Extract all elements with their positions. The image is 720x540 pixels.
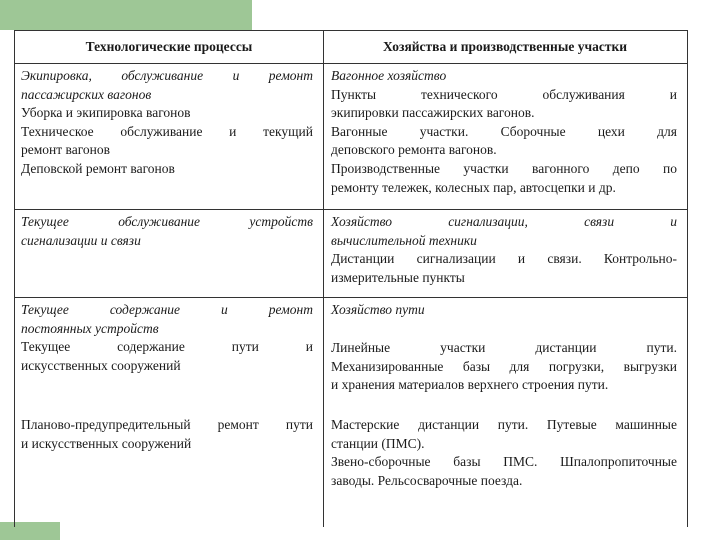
cell-facility: [331, 416, 677, 490]
facility-line: Механизированные базы для погрузки, выгрузки: [331, 358, 677, 374]
process-line: Планово-предупредительный ремонт пути: [21, 417, 313, 432]
process-line: Техническое обслуживание и текущий: [21, 123, 313, 139]
process-line: Текущее содержание пути и: [21, 339, 313, 355]
process-line: и искусственных сооружений: [21, 435, 192, 451]
table-header-row: [15, 31, 687, 64]
table-row: [15, 209, 687, 298]
facility-line: ремонту тележек, колесных пар, автосцепки и др.: [331, 179, 616, 195]
facility-line: деповского ремонта вагонов.: [331, 142, 497, 158]
process-line: искусственных сооружений: [21, 357, 181, 373]
process-heading-line: постоянных устройств: [21, 320, 159, 336]
process-heading-line: Экипировка, обслуживание и ремонт: [21, 68, 313, 83]
facility-line: Дистанции сигнализации и связи. Контрольно-: [331, 251, 677, 267]
facility-line: Пункты технического обслуживания и: [331, 86, 677, 102]
facility-heading: Хозяйство сигнализации, связи и: [331, 214, 677, 229]
cell-facility: [331, 339, 677, 395]
cell-facility: [331, 301, 677, 320]
cell-process: [21, 213, 313, 250]
cell-process: [21, 416, 313, 453]
cell-process: [21, 67, 313, 179]
process-line: ремонт вагонов: [21, 142, 111, 158]
facility-line: заводы. Рельсосварочные поезда.: [331, 472, 523, 488]
process-heading-line: пассажирских вагонов: [21, 86, 152, 102]
facility-line: экипировки пассажирских вагонов.: [331, 105, 535, 121]
process-heading-line: сигнализации и связи: [21, 232, 141, 248]
facility-heading: Хозяйство пути: [331, 302, 425, 317]
facility-line: и хранения материалов верхнего строения пути.: [331, 377, 609, 393]
table-row: [15, 297, 687, 527]
cell-facility: [331, 67, 677, 197]
facility-line: Производственные участки вагонного депо по: [331, 160, 677, 176]
column-header-facilities: Хозяйства и производственные участки: [382, 39, 628, 54]
column-header-processes: Технологические процессы: [85, 39, 253, 54]
facility-line: Линейные участки дистанции пути.: [331, 340, 677, 355]
facility-line: Вагонные участки. Сборочные цехи для: [331, 123, 677, 139]
facility-line: измерительные пункты: [331, 269, 465, 285]
facility-line: станции (ПМС).: [331, 435, 425, 451]
process-line: Деповской ремонт вагонов: [21, 160, 175, 176]
table-row: [15, 63, 687, 210]
cell-facility: [331, 213, 677, 287]
decorative-accent-top: [0, 0, 252, 30]
cell-process: [21, 301, 313, 375]
process-line: Уборка и экипировка вагонов: [21, 105, 191, 121]
process-table: [14, 30, 688, 527]
facility-line: Звено-сборочные базы ПМС. Шпалопропиточные: [331, 454, 677, 470]
facility-heading: Вагонное хозяйство: [331, 68, 447, 83]
column-divider: [323, 31, 324, 527]
facility-heading: вычислительной техники: [331, 232, 477, 248]
facility-line: Мастерские дистанции пути. Путевые машинные: [331, 417, 677, 432]
process-heading-line: Текущее обслуживание устройств: [21, 214, 313, 229]
process-heading-line: Текущее содержание и ремонт: [21, 302, 313, 317]
